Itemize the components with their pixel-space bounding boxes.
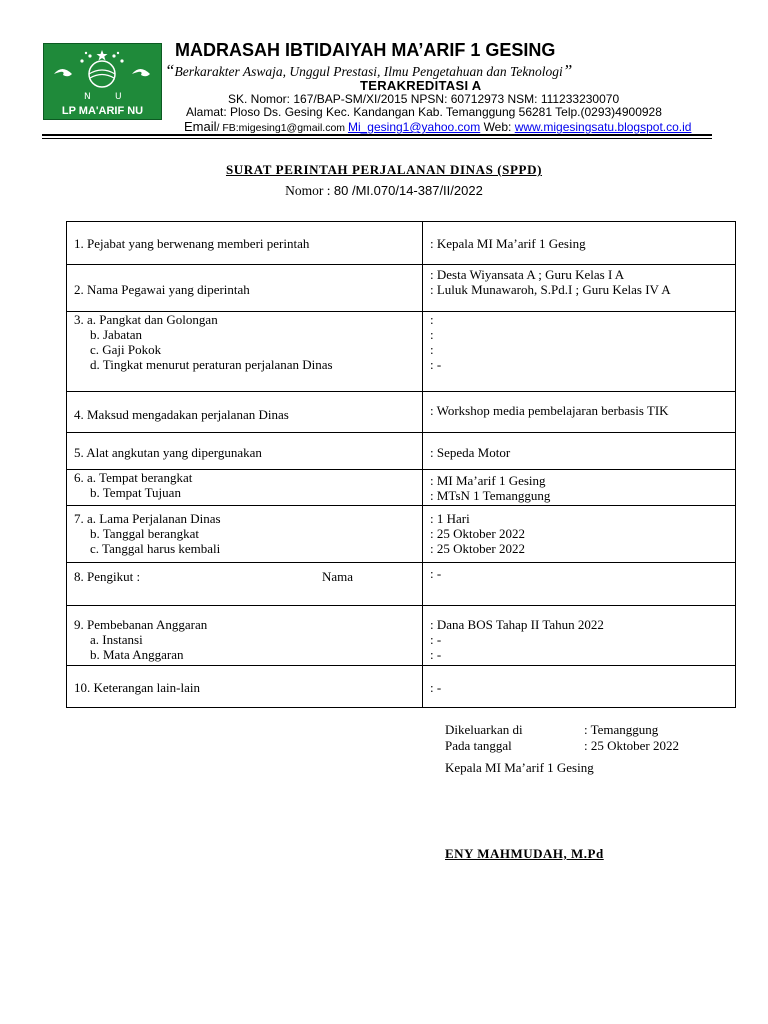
row-value: : Sepeda Motor bbox=[423, 433, 736, 470]
signer-name: ENY MAHMUDAH, M.Pd bbox=[445, 846, 604, 861]
header-rule-thick bbox=[42, 134, 712, 136]
issued-place-value: : Temanggung bbox=[584, 722, 659, 737]
row-value: : - bbox=[423, 666, 736, 708]
contact-line bbox=[184, 119, 691, 134]
sppd-table bbox=[66, 221, 736, 708]
row-label: 8. Pengikut : Nama bbox=[67, 563, 423, 606]
email-label: Email bbox=[184, 119, 217, 134]
row-value: : 1 Hari : 25 Oktober 2022 : 25 Oktober 2022 bbox=[423, 506, 736, 563]
table-row bbox=[67, 563, 736, 606]
svg-text:N: N bbox=[84, 92, 91, 102]
row-value: : - bbox=[423, 563, 736, 606]
yahoo-email-link[interactable]: Mi_gesing1@yahoo.com bbox=[347, 120, 481, 134]
row-label: 4. Maksud mengadakan perjalanan Dinas bbox=[67, 392, 423, 433]
row-label: 1. Pejabat yang berwenang memberi perintah bbox=[67, 222, 423, 265]
document-number: Nomor : 80 /MI.070/14-387/II/2022 bbox=[285, 183, 483, 198]
issued-date-label: Pada tanggal bbox=[445, 738, 512, 753]
row-label: 5. Alat angkutan yang dipergunakan bbox=[67, 433, 423, 470]
table-row bbox=[67, 265, 736, 312]
header-rule-thin bbox=[42, 138, 712, 139]
row-label: 10. Keterangan lain-lain bbox=[67, 666, 423, 708]
row-label: 9. Pembebanan Anggaran a. Instansi b. Mata Anggaran bbox=[67, 606, 423, 666]
document-title: SURAT PERINTAH PERJALANAN DINAS (SPPD) bbox=[225, 162, 543, 177]
row-value: : Desta Wiyansata A ; Guru Kelas I A : Luluk Munawaroh, S.Pd.I ; Guru Kelas IV A bbox=[423, 265, 736, 312]
row-value: : Kepala MI Ma’arif 1 Gesing bbox=[423, 222, 736, 265]
row-label: 3. a. Pangkat dan Golongan b. Jabatan c. Gaji Pokok d. Tingkat menurut peraturan perjalanan Dinas bbox=[67, 312, 423, 392]
accreditation: TERAKREDITASI A bbox=[360, 78, 482, 93]
issued-place-label: Dikeluarkan di bbox=[445, 722, 523, 737]
school-name: MADRASAH IBTIDAIYAH MA’ARIF 1 GESING bbox=[175, 40, 556, 60]
row-label: 6. a. Tempat berangkat b. Tempat Tujuan bbox=[67, 470, 423, 506]
row-value: : MI Ma’arif 1 Gesing : MTsN 1 Temanggung bbox=[423, 470, 736, 506]
school-motto: “Berkarakter Aswaja, Unggul Prestasi, Ilmu Pengetahuan dan Teknologi” bbox=[165, 61, 573, 80]
signer-position: Kepala MI Ma’arif 1 Gesing bbox=[445, 760, 594, 775]
svg-text:U: U bbox=[115, 92, 122, 102]
row-label: 2. Nama Pegawai yang diperintah bbox=[67, 265, 423, 312]
registry-info: SK. Nomor: 167/BAP-SM/XI/2015 NPSN: 60712973 NSM: 111233230070 bbox=[228, 92, 620, 106]
school-logo bbox=[43, 43, 162, 120]
table-row bbox=[67, 666, 736, 708]
row-label: 7. a. Lama Perjalanan Dinas b. Tanggal berangkat c. Tanggal harus kembali bbox=[67, 506, 423, 563]
fb-email: / FB:migesing1@gmail.com bbox=[216, 122, 348, 134]
web-label: Web: bbox=[480, 120, 515, 134]
follower-name-label: Nama bbox=[322, 569, 354, 584]
table-row bbox=[67, 312, 736, 392]
table-row bbox=[67, 506, 736, 563]
nu-emblem-icon bbox=[44, 44, 161, 104]
school-address: Alamat: Ploso Ds. Gesing Kec. Kandangan Kab. Temanggung 56281 Telp.(0293)4900928 bbox=[186, 105, 662, 119]
row-value: : Dana BOS Tahap II Tahun 2022 : - : - bbox=[423, 606, 736, 666]
row-value: : : : : - bbox=[423, 312, 736, 392]
table-row bbox=[67, 606, 736, 666]
website-link[interactable]: www.migesingsatu.blogspot.co.id bbox=[514, 120, 692, 134]
table-row bbox=[67, 392, 736, 433]
table-row bbox=[67, 470, 736, 506]
table-row bbox=[67, 433, 736, 470]
issued-date-value: : 25 Oktober 2022 bbox=[584, 738, 679, 753]
table-row bbox=[67, 222, 736, 265]
logo-caption: LP MA'ARIF NU bbox=[61, 105, 144, 117]
row-value: : Workshop media pembelajaran berbasis TIK bbox=[423, 392, 736, 433]
